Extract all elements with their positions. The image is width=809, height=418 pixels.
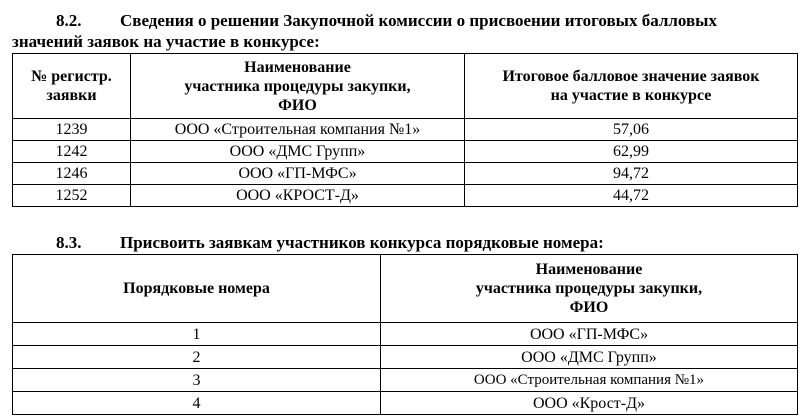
section-title-line2: значений заявок на участие в конкурсе: (12, 32, 320, 51)
cell-name: ООО «КРОСТ-Д» (131, 185, 465, 207)
cell-reg: 1246 (13, 163, 131, 185)
section-number: 8.3. (56, 233, 82, 252)
header-participant-name: Наименование участника процедуры закупки, ФИО (131, 54, 465, 119)
cell-reg: 1239 (13, 119, 131, 141)
header-order-number: Порядковые номера (13, 255, 381, 323)
cell-name: ООО «ГП-МФС» (381, 323, 798, 346)
table-row (13, 141, 798, 163)
section-number: 8.2. (56, 11, 82, 30)
table-row (13, 392, 798, 415)
header-final-score: Итоговое балловое значение заявок на участие в конкурсе (465, 54, 798, 119)
table-row (13, 323, 798, 346)
scores-table (12, 53, 798, 207)
cell-name: ООО «Строительная компания №1» (381, 369, 798, 392)
cell-name: ООО «ДМС Групп» (381, 346, 798, 369)
table-header-row (13, 54, 798, 119)
section-8-2-heading-cont (12, 32, 320, 52)
section-8-3-heading (12, 233, 604, 253)
table-row (13, 185, 798, 207)
cell-order: 2 (13, 346, 381, 369)
table-header-row (13, 255, 798, 323)
cell-reg: 1242 (13, 141, 131, 163)
cell-name: ООО «ГП-МФС» (131, 163, 465, 185)
cell-order: 1 (13, 323, 381, 346)
section-8-2-heading (12, 11, 717, 31)
section-title: Присвоить заявкам участников конкурса порядковые номера: (120, 233, 604, 252)
header-reg-number: № регистр. заявки (13, 54, 131, 119)
cell-score: 44,72 (465, 185, 798, 207)
cell-name: ООО «Крост-Д» (381, 392, 798, 415)
table-row (13, 163, 798, 185)
table-row (13, 119, 798, 141)
cell-order: 3 (13, 369, 381, 392)
header-participant-name: Наименование участника процедуры закупки, ФИО (381, 255, 798, 323)
table-row (13, 346, 798, 369)
cell-name: ООО «ДМС Групп» (131, 141, 465, 163)
cell-name: ООО «Строительная компания №1» (131, 119, 465, 141)
table-row (13, 369, 798, 392)
order-table (12, 254, 798, 415)
cell-order: 4 (13, 392, 381, 415)
cell-reg: 1252 (13, 185, 131, 207)
cell-score: 57,06 (465, 119, 798, 141)
cell-score: 94,72 (465, 163, 798, 185)
section-title-line1: Сведения о решении Закупочной комиссии о присвоении итоговых балловых (120, 11, 717, 30)
cell-score: 62,99 (465, 141, 798, 163)
